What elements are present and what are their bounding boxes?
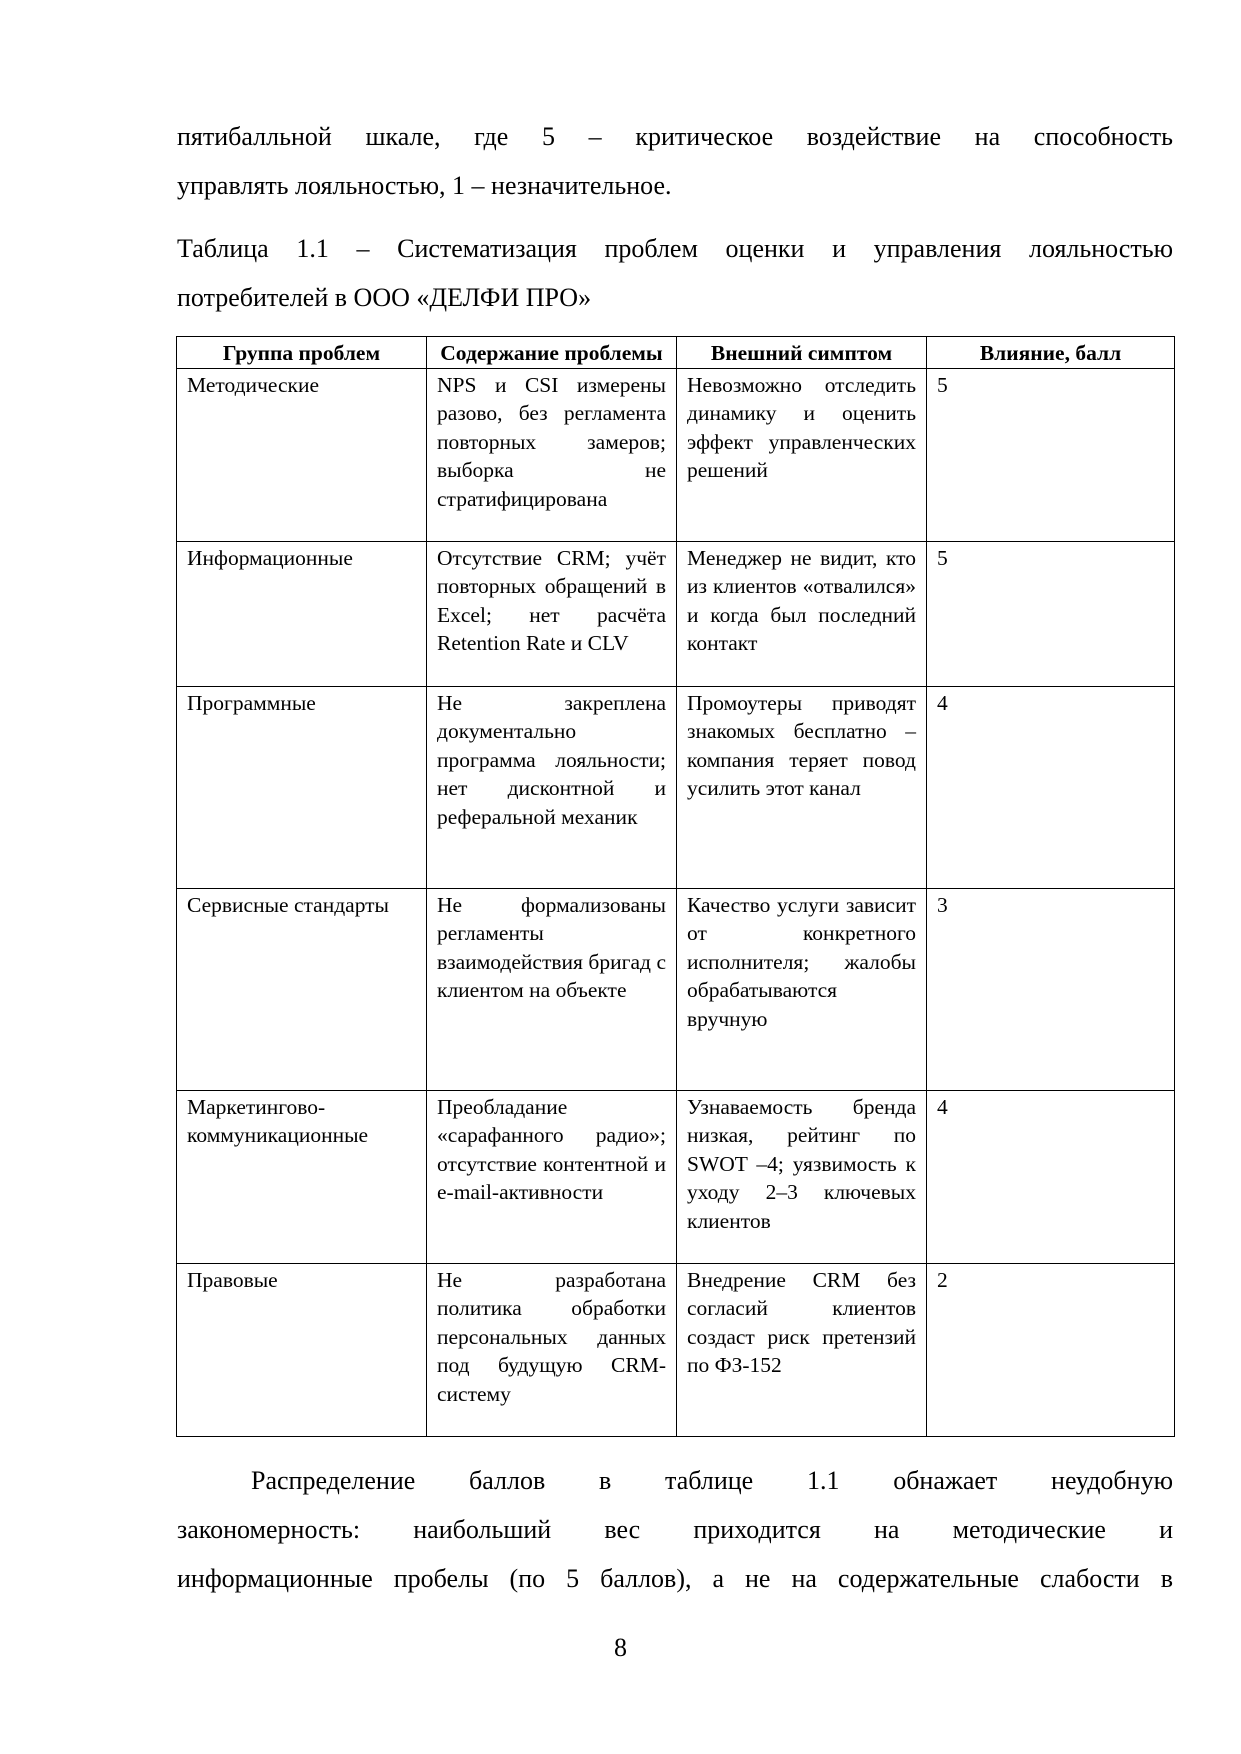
problems-table: [176, 336, 1175, 1437]
cell-score: 5: [927, 368, 1175, 541]
cell-symptom: Промоутеры приводят знакомых бесплатно – компания теряет повод усилить этот канал: [677, 686, 927, 888]
cell-score: 3: [927, 888, 1175, 1090]
cell-group: Правовые: [177, 1263, 427, 1436]
header-content: Содержание проблемы: [427, 337, 677, 369]
cell-symptom: Внедрение CRM без согласий клиентов создаст риск претензий по ФЗ-152: [677, 1263, 927, 1436]
header-group: Группа проблем: [177, 337, 427, 369]
intro-paragraph: [177, 112, 1173, 210]
cell-score: 4: [927, 686, 1175, 888]
cell-symptom: Узнаваемость бренда низкая, рейтинг по SWOT –4; уязвимость к уходу 2–3 ключевых клиентов: [677, 1090, 927, 1263]
closing-line-1: Распределение баллов в таблице 1.1 обнажает неудобную: [251, 1466, 1173, 1495]
table-row: [177, 888, 1175, 1090]
intro-line-2: управлять лояльностью, 1 – незначительное.: [177, 171, 672, 200]
table-row: [177, 541, 1175, 686]
cell-group: Сервисные стандарты: [177, 888, 427, 1090]
page-number: 8: [614, 1633, 627, 1662]
cell-group: Методические: [177, 368, 427, 541]
cell-content: Отсутствие CRM; учёт повторных обращений в Excel; нет расчёта Retention Rate и CLV: [427, 541, 677, 686]
table-header-row: [177, 337, 1175, 369]
header-score: Влияние, балл: [927, 337, 1175, 369]
cell-symptom: Менеджер не видит, кто из клиентов «отвалился» и когда был последний контакт: [677, 541, 927, 686]
closing-line-3: информационные пробелы (по 5 баллов), а не на содержательные слабости в: [177, 1564, 1173, 1593]
table-caption: [177, 224, 1173, 322]
intro-line-1: пятибалльной шкале, где 5 – критическое воздействие на способность: [177, 122, 1173, 151]
table-row: [177, 1263, 1175, 1436]
cell-content: Не закреплена документально программа лояльности; нет дисконтной и реферальной механик: [427, 686, 677, 888]
cell-score: 5: [927, 541, 1175, 686]
header-symptom: Внешний симптом: [677, 337, 927, 369]
cell-content: Не разработана политика обработки персональных данных под будущую CRM-систему: [427, 1263, 677, 1436]
table-caption-line-1: Таблица 1.1 – Систематизация проблем оценки и управления лояльностью: [177, 234, 1173, 263]
closing-line-2: закономерность: наибольший вес приходится на методические и: [177, 1515, 1173, 1544]
cell-score: 4: [927, 1090, 1175, 1263]
table-caption-line-2: потребителей в ООО «ДЕЛФИ ПРО»: [177, 283, 592, 312]
cell-content: Преобладание «сарафанного радио»; отсутствие контентной и e-mail-активности: [427, 1090, 677, 1263]
cell-symptom: Невозможно отследить динамику и оценить эффект управленческих решений: [677, 368, 927, 541]
cell-content: NPS и CSI измерены разово, без регламента повторных замеров; выборка не стратифицирована: [427, 368, 677, 541]
table-row: [177, 686, 1175, 888]
cell-content: Не формализованы регламенты взаимодействия бригад с клиентом на объекте: [427, 888, 677, 1090]
closing-paragraph: [177, 1456, 1173, 1603]
cell-group: Программные: [177, 686, 427, 888]
table-row: [177, 1090, 1175, 1263]
table-row: [177, 368, 1175, 541]
cell-score: 2: [927, 1263, 1175, 1436]
cell-symptom: Качество услуги зависит от конкретного исполнителя; жалобы обрабатываются вручную: [677, 888, 927, 1090]
cell-group: Маркетингово-коммуникационные: [177, 1090, 427, 1263]
cell-group: Информационные: [177, 541, 427, 686]
